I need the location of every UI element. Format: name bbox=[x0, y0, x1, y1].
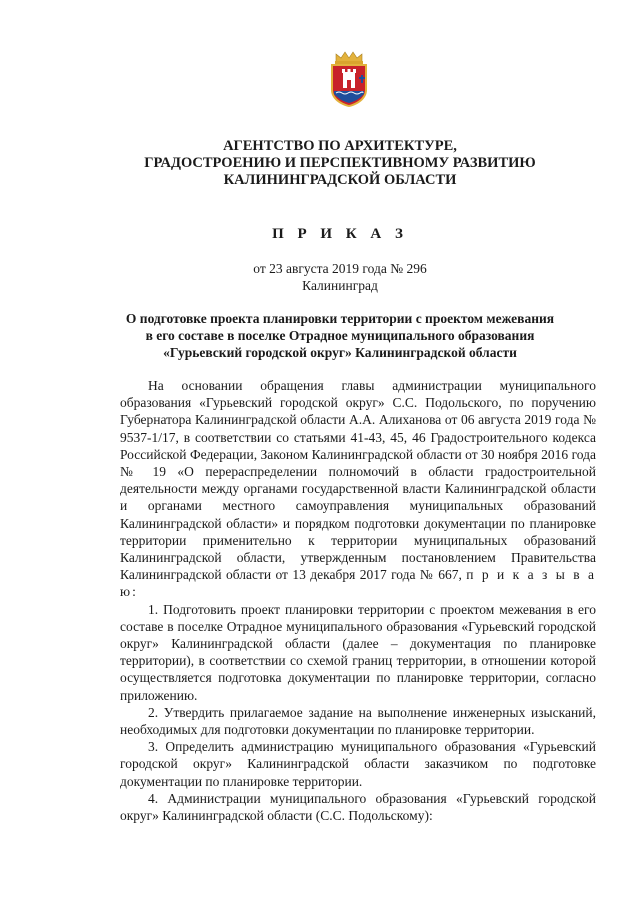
order-title: П Р И К А З bbox=[272, 226, 408, 242]
item-2-paragraph: 2. Утвердить прилагаемое задание на выполнение инженерных изысканий, необходимых для подготовки документации по планировке территории. bbox=[120, 704, 596, 738]
order-subject bbox=[100, 310, 580, 361]
item-4-paragraph: 4. Администрации муниципального образования «Гурьевский городской округ» Калининградской области (С.С. Подольскому): bbox=[120, 790, 596, 824]
subject-line-2: в его составе в поселке Отрадное муниципального образования bbox=[145, 328, 535, 343]
kaliningrad-coat-of-arms-icon bbox=[327, 50, 371, 108]
agency-name bbox=[100, 138, 580, 189]
item-1-paragraph: 1. Подготовить проект планировки территории с проектом межевания в его составе в поселке Отрадное муниципального образования «Гурьевский городской округ» Калининградской области (далее – документация по планировке территории), в соответствии со схемой границ территории, в отношении которой осуществляется подготовка документации по планировке территории, согласно приложению. bbox=[120, 601, 596, 703]
subject-line-1: О подготовке проекта планировки территории с проектом межевания bbox=[125, 311, 555, 326]
subject-line-3: «Гурьевский городской округ» Калининградской области bbox=[163, 345, 517, 360]
agency-line-3: КАЛИНИНГРАДСКОЙ ОБЛАСТИ bbox=[223, 172, 457, 188]
order-date: от 23 августа 2019 года № 296 bbox=[253, 261, 427, 276]
item-3-paragraph: 3. Определить администрацию муниципального образования «Гурьевский городской округ» Калининградской области заказчиком по подготовке документации по планировке территории. bbox=[120, 739, 596, 789]
preamble-order-word: п р и к а з ы в а ю: bbox=[120, 567, 596, 600]
agency-line-2: ГРАДОСТРОЕНИЮ И ПЕРСПЕКТИВНОМУ РАЗВИТИЮ bbox=[144, 155, 536, 171]
order-city: Калининград bbox=[302, 278, 378, 293]
preamble-paragraph bbox=[120, 377, 596, 601]
preamble-text: На основании обращения главы администрации муниципального образования «Гурьевский городской округ» С.С. Подольского, по поручению Губернатора Калининградской области А.А. Алиханова от 06 августа 2019 года № 9537-1/17, в соответствии со статьями 41-43, 45, 46 Градостроительного кодекса Российской Федерации, Законом Калининградской области от 30 ноября 2016 года № 19 «О перераспределении полномочий в области градостроительной деятельности между органами государственной власти Калининградской области и органами местного самоуправления муниципальных образований Калининградской области» и порядком подготовки документации по планировке территории применительно к территории муниципальных образований Калининградской области, утвержденным постановлением Правительства Калининградской области от 13 декабря 2017 года № 667, bbox=[120, 378, 596, 583]
agency-line-1: АГЕНТСТВО ПО АРХИТЕКТУРЕ, bbox=[223, 138, 457, 154]
order-header bbox=[100, 260, 580, 294]
order-body bbox=[120, 377, 596, 824]
